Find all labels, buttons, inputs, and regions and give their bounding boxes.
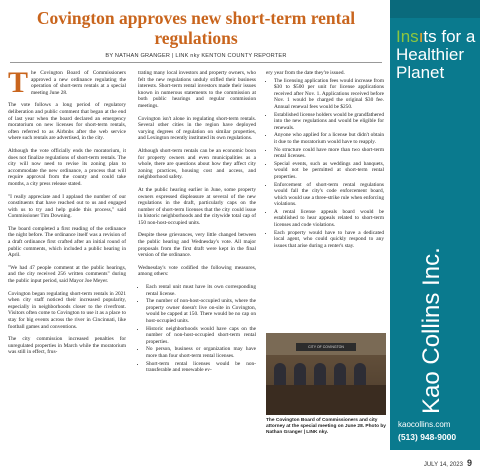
photo-person (314, 363, 326, 387)
commission-photo (266, 333, 386, 415)
list-item: • No person, business or organization may have more than four short-term rental licenses. (146, 346, 256, 359)
article-column-3 (266, 70, 384, 255)
list-item: • Enforcement of short-term rental regulations would fall the city's code enforcement board, which would use a three-strike rule when enforcing violations. (274, 182, 384, 208)
photo-sign-text: CITY OF COVINGTON (308, 345, 344, 349)
footer-date: JULY 14, 2023 (423, 462, 463, 468)
drop-cap: T (8, 66, 29, 99)
list-item: • Established license holders would be grandfathered into the new regulations and would be eligible for renewals. (274, 112, 384, 132)
paragraph: trating many local investors and property owners, who felt the new regulations unduly stifled their business interests. Short-term rental investors made their issues known in numerous statements to the commission at both public hearings and regular commission meetings. (138, 70, 256, 109)
list-item: • The licensing application fees would increase from $30 to $500 per unit for license applications received after Nov. 1. Applications received before Nov. 1 would be charged the original $30 fee. Annual renewal fees would be $250. (274, 78, 384, 111)
photo-person (294, 363, 306, 387)
ad-phone: (513) 948-9000 (398, 432, 457, 442)
ad-headline-part-a: Ins (396, 27, 419, 46)
photo-person (354, 363, 366, 387)
ad-website[interactable]: kaocollins.com (398, 420, 451, 429)
list-item: • No structure could have more than two short-term rental licenses. (274, 147, 384, 160)
article-byline: BY NATHAN GRANGER | LINK nky KENTON COUNTY REPORTER (105, 53, 287, 59)
ad-headline (396, 28, 480, 82)
list-item: • A rental license appeals board would be established to hear appeals related to short-term licenses and code violations. (274, 209, 384, 229)
photo-sign (296, 343, 356, 351)
list-item: • Anyone who applied for a license but didn't obtain it due to the moratorium would have to reapply. (274, 132, 384, 145)
paragraph: Covington began regulating short-term rentals in 2021 when city staff noticed their increased popularity, especially in neighborhoods closer to the riverfront. Visitors often come to Covington to use it as a place to stay for big events across the river in Cincinnati, like football games and conventions. (8, 290, 126, 330)
paragraph: The board completed a first reading of the ordinance the night before. The ordinance itself was a revision of a draft ordinance first crafted after an initial round of public comments, which included a public hearing in April. (8, 225, 126, 259)
page-number: 9 (466, 458, 472, 468)
paragraph: The vote follows a long period of regulatory deliberation and public comment that began at the end of last year when the board declared an emergency moratorium on new licenses for short-term rentals, often referred to as Airbnbs after the web service where such rentals are advertised, in the city. (8, 102, 126, 142)
article-column-1 (8, 66, 126, 362)
measures-list (138, 284, 256, 374)
measures-list-continued (266, 78, 384, 250)
paragraph: "I really appreciate and I applaud the number of our constituents that have reached out to us and engaged with us to try and help guide this process," said Commissioner Tim Downing. (8, 193, 126, 220)
ad-brand: Kao Collins Inc. (418, 247, 445, 414)
paragraph: At the public hearing earlier in June, some property owners expressed displeasure at several of the new regulations in the draft, particularly caps on the number of short-term licenses that the city could issue in historic neighborhoods and the citywide total cap of 150 non-host-occupied units. (138, 186, 256, 226)
article-headline: Covington approves new short-term rental regulations (36, 8, 356, 48)
list-item: • Special events, such as weddings and banquets, would not be permitted at short-term rental properties. (274, 161, 384, 181)
paragraph: The city commission increased penalties for unregulated properties in March while the moratorium was still in effect, frus- (8, 336, 126, 356)
paragraph: "We had 47 people comment at the public hearings, and the city received 256 written comments" during the public input period, said Mayor Joe Meyer. (8, 264, 126, 285)
paragraph: ery year from the date they're issued. (266, 70, 345, 76)
ad-leaf-icon: ı (418, 27, 424, 46)
ad-top-band (390, 0, 480, 18)
paragraph: Despite these grievances, very little changed between the public hearing and Wednesday's vote. All major proposals from the first draft were kept in the final version of the ordinance. (138, 232, 256, 259)
list-item: • Short-term rental licenses would be non-transferable and renewable ev- (146, 361, 256, 374)
paragraph: Covington isn't alone in regulating short-term rentals. Several other cities in the region have deployed varying degrees of regulation on similar properties, and Lexington recently instituted its own regulations. (138, 115, 256, 142)
list-item: • The number of non-host-occupied units, where the property owner doesn't live on-site in Covington, would be capped at 150. There would be no cap on host-occupied units. (146, 298, 256, 324)
photo-caption: The Covington Board of Commissioners and city attorney at the special meeting on June 28. Photo by Nathan Granger | LINK nky. (266, 418, 386, 435)
byline-rule (10, 62, 382, 63)
paragraph: Although the vote officially ends the moratorium, it does not finalize regulations of short-term rentals. The city will now need to revise its zoning plan to accommodate the new ordinance, a process that will require approval from the county and could take months, a city press release stated. (8, 147, 126, 187)
list-item: • Historic neighborhoods would have caps on the number of non-host-occupied short-term rental properties. (146, 326, 256, 346)
article-column-2 (138, 70, 256, 380)
photo-person (334, 363, 346, 387)
paragraph: he Covington Board of Commissioners approved a new ordinance regulating the operation of short-term rentals at a special meeting June 28. (31, 70, 126, 96)
kao-collins-ad[interactable] (390, 0, 480, 450)
paragraph: Wednesday's vote codified the following measures, among others: (138, 264, 256, 278)
photo-desk (266, 385, 386, 415)
paragraph: Although short-term rentals can be an economic boon for property owners and even municipalities as a whole, there are questions about how they affect city zoning practices, housing cost and access, and neighborhood safety. (138, 147, 256, 181)
page-footer (424, 458, 472, 468)
photo-person (274, 363, 286, 387)
list-item: • Each property would have to have a dedicated local agent, who could quickly respond to any issues that arise during a renter's stay. (274, 230, 384, 250)
list-item: • Each rental unit must have its own corresponding rental license. (146, 284, 256, 297)
ad-headline-part-b: ts for a Healthier Planet (396, 27, 476, 82)
